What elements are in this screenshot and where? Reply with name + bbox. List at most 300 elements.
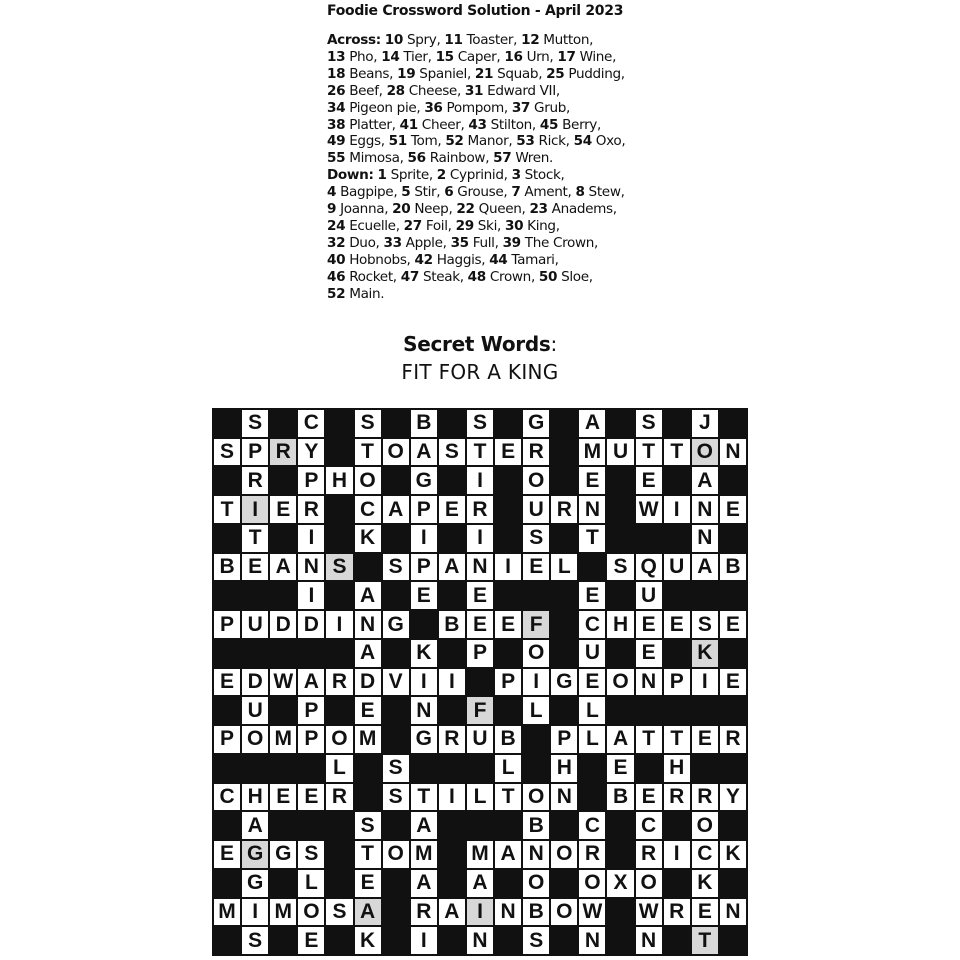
letter-cell: B bbox=[523, 812, 549, 839]
letter-cell: A bbox=[355, 640, 381, 667]
letter-cell: E bbox=[242, 554, 268, 581]
letter-cell: M bbox=[355, 726, 381, 753]
clue-number: 29 bbox=[455, 217, 474, 234]
clue-number: Down: bbox=[327, 167, 374, 184]
letter-cell: E bbox=[636, 640, 662, 667]
letter-cell: A bbox=[411, 870, 437, 897]
clue-number: 14 bbox=[381, 48, 400, 65]
letter-cell: H bbox=[664, 755, 690, 782]
clue-number: 39 bbox=[502, 234, 521, 251]
black-square bbox=[214, 467, 240, 494]
black-square bbox=[607, 841, 633, 868]
letter-cell: W bbox=[579, 899, 605, 926]
clue-number: 28 bbox=[386, 82, 405, 99]
letter-cell: N bbox=[467, 927, 493, 954]
black-square bbox=[551, 467, 577, 494]
clue-answer: Wren. bbox=[511, 150, 554, 167]
letter-cell: E bbox=[495, 439, 521, 466]
black-square bbox=[664, 410, 690, 437]
letter-cell: E bbox=[664, 611, 690, 638]
letter-cell: L bbox=[467, 784, 493, 811]
letter-cell: U bbox=[523, 496, 549, 523]
black-square bbox=[411, 611, 437, 638]
clue-number: 51 bbox=[388, 133, 407, 150]
letter-cell: N bbox=[636, 669, 662, 696]
clue-answer: Steak, bbox=[418, 268, 468, 285]
letter-cell: R bbox=[326, 784, 352, 811]
clue-answer: Edward VII, bbox=[483, 82, 560, 99]
clue-number: 25 bbox=[546, 65, 565, 82]
black-square bbox=[270, 697, 296, 724]
letter-cell: L bbox=[579, 726, 605, 753]
clue-answer: Rainbow, bbox=[425, 150, 494, 167]
black-square bbox=[326, 525, 352, 552]
black-square bbox=[607, 582, 633, 609]
letter-cell: I bbox=[439, 669, 465, 696]
clue-answer: Neep, bbox=[410, 201, 457, 218]
black-square bbox=[551, 582, 577, 609]
letter-cell: J bbox=[692, 410, 718, 437]
black-square bbox=[551, 525, 577, 552]
letter-cell: A bbox=[355, 582, 381, 609]
clue-line bbox=[327, 32, 625, 49]
letter-cell: R bbox=[326, 669, 352, 696]
clue-number: 45 bbox=[539, 116, 559, 133]
letter-cell: N bbox=[551, 784, 577, 811]
letter-cell: B bbox=[607, 784, 633, 811]
black-square bbox=[664, 812, 690, 839]
letter-cell: H bbox=[242, 784, 268, 811]
letter-cell: O bbox=[607, 669, 633, 696]
letter-cell: R bbox=[439, 726, 465, 753]
secret-letter-cell: O bbox=[692, 439, 718, 466]
black-square bbox=[551, 812, 577, 839]
secret-words-answer: FIT FOR A KING bbox=[401, 360, 559, 384]
letter-cell: I bbox=[664, 496, 690, 523]
letter-cell: O bbox=[383, 439, 409, 466]
black-square bbox=[551, 611, 577, 638]
black-square bbox=[326, 841, 352, 868]
letter-cell: H bbox=[551, 755, 577, 782]
black-square bbox=[270, 525, 296, 552]
letter-cell: P bbox=[664, 669, 690, 696]
clue-number: 35 bbox=[450, 234, 469, 251]
letter-cell: M bbox=[214, 899, 240, 926]
black-square bbox=[298, 755, 324, 782]
letter-cell: T bbox=[664, 439, 690, 466]
clue-number: 6 bbox=[444, 184, 454, 201]
letter-cell: P bbox=[551, 726, 577, 753]
clue-answer: Mimosa, bbox=[345, 150, 408, 167]
black-square bbox=[242, 755, 268, 782]
black-square bbox=[495, 927, 521, 954]
letter-cell: S bbox=[242, 410, 268, 437]
letter-cell: W bbox=[636, 899, 662, 926]
clue-line bbox=[327, 201, 625, 218]
black-square bbox=[495, 467, 521, 494]
black-square bbox=[467, 812, 493, 839]
black-square bbox=[214, 410, 240, 437]
letter-cell: T bbox=[214, 496, 240, 523]
clue-answer: Mutton, bbox=[539, 32, 594, 48]
black-square bbox=[720, 812, 746, 839]
letter-cell: Y bbox=[720, 784, 746, 811]
black-square bbox=[495, 640, 521, 667]
letter-cell: M bbox=[270, 726, 296, 753]
clue-answer: Pudding, bbox=[564, 65, 625, 82]
black-square bbox=[214, 755, 240, 782]
letter-cell: E bbox=[692, 899, 718, 926]
black-square bbox=[326, 927, 352, 954]
black-square bbox=[383, 582, 409, 609]
letter-cell: I bbox=[664, 841, 690, 868]
letter-cell: E bbox=[270, 496, 296, 523]
black-square bbox=[383, 812, 409, 839]
clue-number: 53 bbox=[516, 133, 535, 150]
clue-line bbox=[327, 66, 625, 83]
clue-answer: Eggs, bbox=[345, 133, 389, 150]
letter-cell: E bbox=[467, 611, 493, 638]
black-square bbox=[720, 410, 746, 437]
letter-cell: A bbox=[439, 554, 465, 581]
letter-cell: E bbox=[298, 784, 324, 811]
secret-letter-cell: A bbox=[355, 899, 381, 926]
clue-number: 13 bbox=[327, 48, 346, 65]
black-square bbox=[214, 927, 240, 954]
black-square bbox=[439, 582, 465, 609]
clue-number: 43 bbox=[468, 116, 487, 133]
letter-cell: M bbox=[579, 439, 605, 466]
black-square bbox=[692, 697, 718, 724]
clue-answer: Cheese, bbox=[404, 82, 465, 99]
black-square bbox=[523, 755, 549, 782]
letter-cell: T bbox=[355, 841, 381, 868]
letter-cell: K bbox=[720, 841, 746, 868]
letter-cell: O bbox=[523, 467, 549, 494]
black-square bbox=[692, 755, 718, 782]
black-square bbox=[636, 697, 662, 724]
clue-number: 12 bbox=[521, 32, 540, 48]
letter-cell: L bbox=[551, 554, 577, 581]
letter-cell: O bbox=[523, 870, 549, 897]
letter-cell: S bbox=[607, 554, 633, 581]
black-square bbox=[242, 640, 268, 667]
letter-cell: E bbox=[411, 582, 437, 609]
letter-cell: R bbox=[298, 496, 324, 523]
black-square bbox=[214, 870, 240, 897]
clue-answer: Pigeon pie, bbox=[345, 99, 425, 116]
black-square bbox=[214, 697, 240, 724]
letter-cell: E bbox=[298, 927, 324, 954]
clue-number: 17 bbox=[557, 48, 576, 65]
black-square bbox=[439, 640, 465, 667]
letter-cell: A bbox=[298, 669, 324, 696]
black-square bbox=[326, 697, 352, 724]
letter-cell: A bbox=[607, 726, 633, 753]
letter-cell: M bbox=[467, 841, 493, 868]
letter-cell: D bbox=[355, 669, 381, 696]
black-square bbox=[214, 812, 240, 839]
black-square bbox=[270, 582, 296, 609]
letter-cell: N bbox=[298, 554, 324, 581]
black-square bbox=[383, 899, 409, 926]
letter-cell: B bbox=[439, 611, 465, 638]
black-square bbox=[383, 410, 409, 437]
letter-cell: H bbox=[607, 611, 633, 638]
letter-cell: O bbox=[355, 467, 381, 494]
black-square bbox=[439, 697, 465, 724]
letter-cell: N bbox=[692, 496, 718, 523]
clue-number: 16 bbox=[504, 48, 523, 65]
letter-cell: B bbox=[720, 554, 746, 581]
letter-cell: C bbox=[298, 410, 324, 437]
letter-cell: E bbox=[214, 669, 240, 696]
letter-cell: G bbox=[411, 726, 437, 753]
letter-cell: A bbox=[242, 812, 268, 839]
letter-cell: E bbox=[355, 697, 381, 724]
letter-cell: S bbox=[467, 410, 493, 437]
black-square bbox=[664, 525, 690, 552]
clue-answer: Cyprinid, bbox=[445, 167, 512, 184]
letter-cell: C bbox=[214, 784, 240, 811]
letter-cell: O bbox=[636, 870, 662, 897]
letter-cell: I bbox=[411, 927, 437, 954]
black-square bbox=[495, 496, 521, 523]
letter-cell: P bbox=[298, 467, 324, 494]
black-square bbox=[411, 755, 437, 782]
letter-cell: A bbox=[579, 410, 605, 437]
black-square bbox=[439, 927, 465, 954]
clue-answer: Stock, bbox=[520, 167, 565, 184]
clue-number: 7 bbox=[511, 184, 521, 201]
black-square bbox=[355, 784, 381, 811]
clue-line bbox=[327, 100, 625, 117]
black-square bbox=[355, 554, 381, 581]
black-square bbox=[270, 467, 296, 494]
black-square bbox=[607, 697, 633, 724]
letter-cell: N bbox=[523, 841, 549, 868]
black-square bbox=[383, 525, 409, 552]
letter-cell: R bbox=[579, 841, 605, 868]
black-square bbox=[636, 525, 662, 552]
clue-line bbox=[327, 235, 625, 252]
letter-cell: T bbox=[636, 439, 662, 466]
clue-answer: Joanna, bbox=[336, 201, 393, 218]
letter-cell: R bbox=[664, 784, 690, 811]
clue-number: 38 bbox=[327, 116, 346, 133]
clue-number: 32 bbox=[327, 234, 346, 251]
letter-cell: U bbox=[467, 726, 493, 753]
clue-answer: Bagpipe, bbox=[336, 184, 402, 201]
clue-number: 42 bbox=[414, 251, 433, 268]
letter-cell: C bbox=[636, 812, 662, 839]
clue-answer: Crown, bbox=[485, 268, 539, 285]
secret-letter-cell: K bbox=[692, 640, 718, 667]
clue-answer: Duo, bbox=[345, 234, 384, 251]
black-square bbox=[439, 755, 465, 782]
clue-number: 24 bbox=[327, 217, 346, 234]
black-square bbox=[298, 640, 324, 667]
clue-answer: Stilton, bbox=[486, 116, 540, 133]
clue-answer: Main. bbox=[345, 285, 385, 302]
letter-cell: D bbox=[242, 669, 268, 696]
letter-cell: O bbox=[326, 726, 352, 753]
black-square bbox=[664, 467, 690, 494]
clue-number: 20 bbox=[392, 201, 411, 218]
letter-cell: U bbox=[607, 439, 633, 466]
letter-cell: O bbox=[523, 640, 549, 667]
letter-cell: E bbox=[720, 611, 746, 638]
clue-answer: Manor, bbox=[463, 133, 517, 150]
letter-cell: O bbox=[579, 870, 605, 897]
clue-number: 27 bbox=[403, 217, 422, 234]
letter-cell: D bbox=[270, 611, 296, 638]
letter-cell: W bbox=[636, 496, 662, 523]
letter-cell: M bbox=[270, 899, 296, 926]
letter-cell: O bbox=[523, 784, 549, 811]
letter-cell: I bbox=[439, 784, 465, 811]
black-square bbox=[551, 439, 577, 466]
black-square bbox=[664, 927, 690, 954]
letter-cell: I bbox=[326, 611, 352, 638]
letter-cell: N bbox=[636, 927, 662, 954]
letter-cell: B bbox=[523, 899, 549, 926]
letter-cell: N bbox=[355, 611, 381, 638]
secret-letter-cell: R bbox=[270, 439, 296, 466]
clue-answer: Pho, bbox=[345, 48, 382, 65]
letter-cell: N bbox=[720, 439, 746, 466]
black-square bbox=[664, 870, 690, 897]
black-square bbox=[551, 870, 577, 897]
letter-cell: N bbox=[579, 927, 605, 954]
clue-number: 49 bbox=[327, 133, 346, 150]
black-square bbox=[607, 927, 633, 954]
clue-answer: Rocket, bbox=[345, 268, 401, 285]
clue-number: 3 bbox=[511, 167, 521, 184]
black-square bbox=[664, 640, 690, 667]
letter-cell: S bbox=[383, 554, 409, 581]
clue-line bbox=[327, 49, 625, 66]
letter-cell: T bbox=[355, 439, 381, 466]
letter-cell: T bbox=[579, 525, 605, 552]
black-square bbox=[607, 640, 633, 667]
clue-line bbox=[327, 83, 625, 100]
black-square bbox=[720, 467, 746, 494]
black-square bbox=[720, 870, 746, 897]
letter-cell: O bbox=[298, 899, 324, 926]
clue-number: 52 bbox=[445, 133, 464, 150]
letter-cell: W bbox=[270, 669, 296, 696]
letter-cell: E bbox=[270, 784, 296, 811]
secret-letter-cell: G bbox=[242, 841, 268, 868]
clue-number: 46 bbox=[327, 268, 346, 285]
clue-number: Across: bbox=[327, 32, 381, 48]
black-square bbox=[439, 410, 465, 437]
letter-cell: S bbox=[383, 755, 409, 782]
clue-number: 52 bbox=[327, 285, 346, 302]
letter-cell: M bbox=[411, 841, 437, 868]
clue-number: 57 bbox=[493, 150, 512, 167]
letter-cell: E bbox=[636, 611, 662, 638]
clue-number: 48 bbox=[467, 268, 486, 285]
black-square bbox=[607, 467, 633, 494]
clue-answer: Anadems, bbox=[547, 201, 617, 218]
black-square bbox=[383, 927, 409, 954]
letter-cell: R bbox=[242, 467, 268, 494]
clue-answer: Beef, bbox=[345, 82, 387, 99]
secret-letter-cell: F bbox=[467, 697, 493, 724]
letter-cell: X bbox=[607, 870, 633, 897]
black-square bbox=[720, 525, 746, 552]
black-square bbox=[298, 812, 324, 839]
clue-answer: Beans, bbox=[345, 65, 398, 82]
letter-cell: N bbox=[495, 899, 521, 926]
clue-number: 26 bbox=[327, 82, 346, 99]
clue-line bbox=[327, 218, 625, 235]
letter-cell: C bbox=[355, 496, 381, 523]
clue-number: 31 bbox=[464, 82, 484, 99]
clue-number: 18 bbox=[327, 65, 346, 82]
solution-title: Foodie Crossword Solution - April 2023 bbox=[327, 3, 624, 19]
letter-cell: A bbox=[383, 496, 409, 523]
letter-cell: U bbox=[242, 611, 268, 638]
black-square bbox=[551, 927, 577, 954]
clue-answer: Platter, bbox=[345, 116, 400, 133]
black-square bbox=[467, 669, 493, 696]
letter-cell: E bbox=[214, 841, 240, 868]
letter-cell: Y bbox=[298, 439, 324, 466]
letter-cell: P bbox=[467, 640, 493, 667]
clue-number: 10 bbox=[384, 32, 403, 48]
letter-cell: N bbox=[692, 525, 718, 552]
clue-answer: Full, bbox=[468, 234, 503, 251]
letter-cell: N bbox=[467, 554, 493, 581]
letter-cell: R bbox=[467, 496, 493, 523]
clue-line bbox=[327, 286, 625, 303]
letter-cell: S bbox=[692, 611, 718, 638]
letter-cell: G bbox=[242, 870, 268, 897]
black-square bbox=[720, 755, 746, 782]
letter-cell: G bbox=[551, 669, 577, 696]
clue-answer: Spaniel, bbox=[415, 65, 475, 82]
clue-line bbox=[327, 269, 625, 286]
clue-answer: Caper, bbox=[453, 48, 505, 65]
letter-cell: K bbox=[692, 870, 718, 897]
black-square bbox=[579, 784, 605, 811]
letter-cell: S bbox=[242, 927, 268, 954]
clue-number: 23 bbox=[529, 201, 548, 218]
letter-cell: U bbox=[664, 554, 690, 581]
black-square bbox=[270, 812, 296, 839]
clue-answer: Stew, bbox=[584, 184, 625, 201]
letter-cell: N bbox=[411, 697, 437, 724]
clue-number: 11 bbox=[444, 32, 463, 48]
clue-number: 8 bbox=[575, 184, 585, 201]
letter-cell: S bbox=[298, 841, 324, 868]
letter-cell: P bbox=[298, 726, 324, 753]
black-square bbox=[551, 697, 577, 724]
letter-cell: P bbox=[242, 439, 268, 466]
letter-cell: E bbox=[495, 611, 521, 638]
black-square bbox=[579, 554, 605, 581]
clue-number: 19 bbox=[397, 65, 416, 82]
letter-cell: T bbox=[242, 525, 268, 552]
letter-cell: L bbox=[523, 697, 549, 724]
letter-cell: N bbox=[720, 899, 746, 926]
letter-cell: E bbox=[636, 784, 662, 811]
letter-cell: S bbox=[523, 525, 549, 552]
black-square bbox=[214, 640, 240, 667]
